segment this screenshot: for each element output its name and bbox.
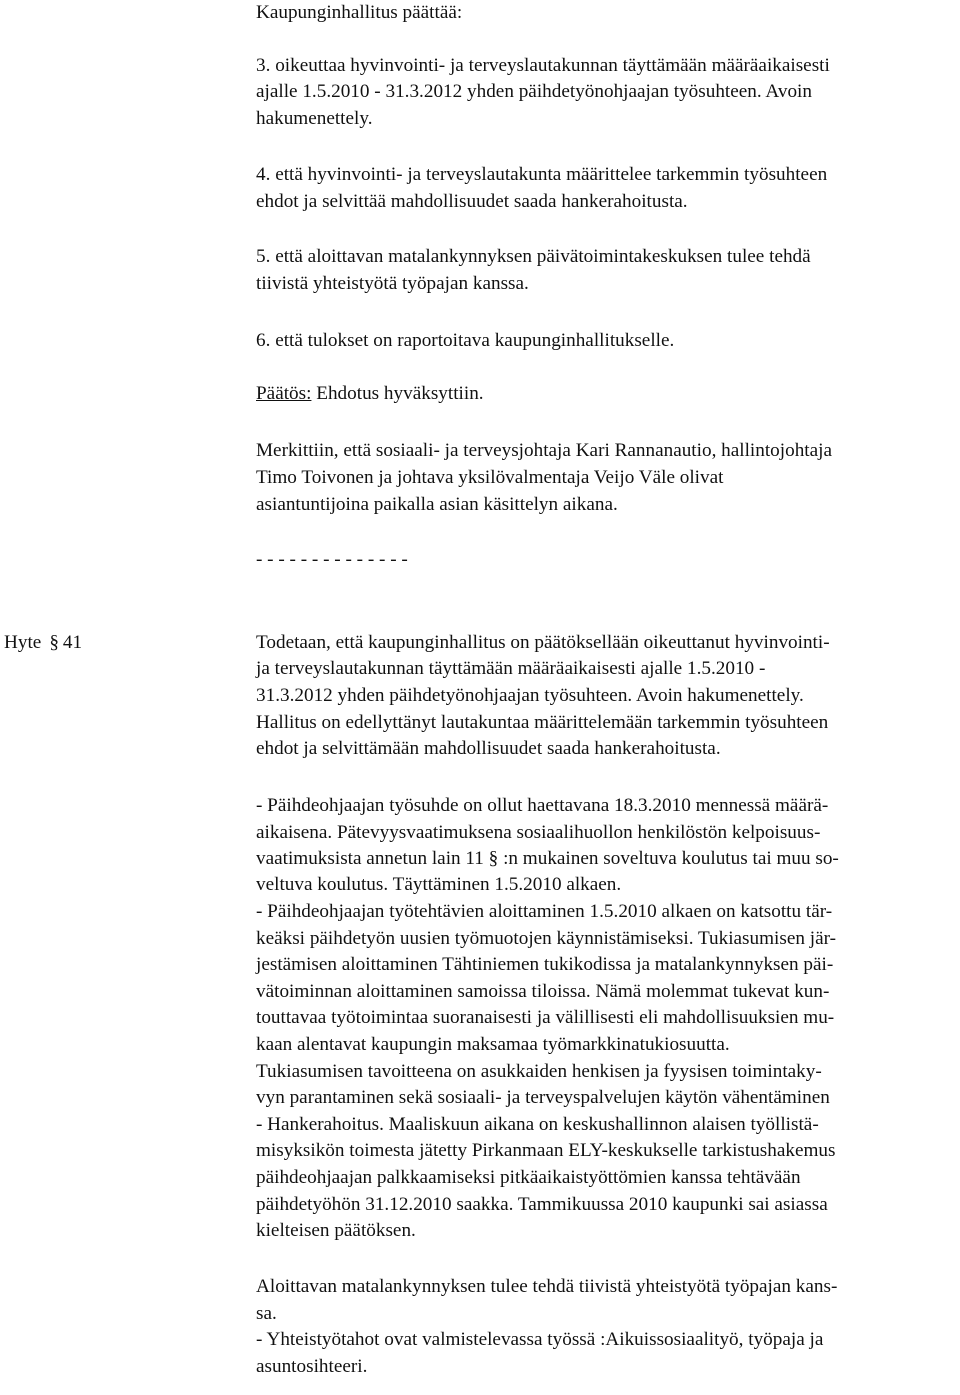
- body-line: - Hankerahoitus. Maaliskuun aikana on keskushallinnon alaisen työllistä-: [256, 1114, 819, 1135]
- heading: Kaupunginhallitus päättää:: [256, 2, 463, 23]
- body-line: ja terveyslautakunnan täyttämään määräaikaisesti ajalle 1.5.2010 -: [256, 658, 766, 679]
- body-line: aikaisena. Pätevyysvaatimuksena sosiaalihuollon henkilöstön kelpoisuus-: [256, 822, 821, 843]
- body-line: veltuva koulutus. Täyttäminen 1.5.2010 alkaen.: [256, 874, 622, 895]
- body-line: ehdot ja selvittämään mahdollisuudet saada hankerahoitusta.: [256, 738, 721, 759]
- body-line: päihdeohjaajan palkkaamiseksi pitkäaikaistyöttömien kanssa tehtävään: [256, 1167, 801, 1188]
- note-line: Timo Toivonen ja johtava yksilövalmentaja Veijo Väle olivat: [256, 467, 724, 488]
- body-line: 31.3.2012 yhden päihdetyönohjaajan työsuhteen. Avoin hakumenettely.: [256, 685, 804, 706]
- body-line: kielteisen päätöksen.: [256, 1220, 416, 1241]
- decision-item-3-line-3: hakumenettely.: [256, 108, 373, 129]
- body-line: vyn parantaminen sekä sosiaali- ja terveyspalvelujen käytön vähentäminen: [256, 1087, 830, 1108]
- section-number: 41: [62, 632, 83, 653]
- section-org: Hyte: [4, 632, 42, 653]
- note-line: Merkittiin, että sosiaali- ja terveysjohtaja Kari Rannanautio, hallintojohtaja: [256, 440, 832, 461]
- body-line: - Päihdeohjaajan työtehtävien aloittaminen 1.5.2010 alkaen on katsottu tär-: [256, 901, 833, 922]
- body-line: sa.: [256, 1303, 277, 1324]
- body-line: kaan alentavat kaupungin maksamaa työmarkkinatukiosuutta.: [256, 1034, 730, 1055]
- body-line: asuntosihteeri.: [256, 1356, 368, 1377]
- section-symbol: §: [49, 632, 59, 653]
- body-line: päihdetyöhön 31.12.2010 saakka. Tammikuussa 2010 kaupunki sai asiassa: [256, 1194, 828, 1215]
- body-line: Aloittavan matalankynnyksen tulee tehdä tiivistä yhteistyötä työpajan kans-: [256, 1276, 838, 1297]
- separator: - - - - - - - - - - - - - -: [256, 549, 408, 570]
- body-line: touttavaa työtoimintaa suoranaisesti ja välillisesti eli mahdollisuuksien mu-: [256, 1007, 835, 1028]
- body-line: misyksikön toimesta jätetty Pirkanmaan ELY-keskukselle tarkistushakemus: [256, 1140, 836, 1161]
- body-line: - Päihdeohjaajan työsuhde on ollut haettavana 18.3.2010 mennessä määrä-: [256, 795, 829, 816]
- decision-result: [256, 383, 484, 405]
- body-line: - Yhteistyötahot ovat valmistelevassa työssä :Aikuissosiaalityö, työpaja ja: [256, 1329, 824, 1350]
- decision-item-6-line-1: 6. että tulokset on raportoitava kaupunginhallitukselle.: [256, 330, 675, 351]
- decision-item-4-line-2: ehdot ja selvittää mahdollisuudet saada hankerahoitusta.: [256, 191, 688, 212]
- body-line: keäksi päihdetyön uusien työmuotojen käynnistämiseksi. Tukiasumisen jär-: [256, 928, 836, 949]
- note-line: asiantuntijoina paikalla asian käsittelyn aikana.: [256, 494, 618, 515]
- body-line: vätoiminnan aloittaminen samoissa tiloissa. Nämä molemmat tukevat kun-: [256, 981, 830, 1002]
- body-line: vaatimuksista annetun lain 11 § :n mukainen soveltuva koulutus tai muu so-: [256, 848, 839, 869]
- section-reference: [4, 632, 82, 654]
- decision-item-3-line-1: 3. oikeuttaa hyvinvointi- ja terveyslautakunnan täyttämään määräaikaisesti: [256, 55, 830, 76]
- decision-label: Päätös:: [256, 383, 312, 404]
- body-line: jestämisen aloittaminen Tähtiniemen tukikodissa ja matalankynnyksen päi-: [256, 954, 834, 975]
- body-line: Todetaan, että kaupunginhallitus on päätöksellään oikeuttanut hyvinvointi-: [256, 632, 830, 653]
- decision-item-4-line-1: 4. että hyvinvointi- ja terveyslautakunta määrittelee tarkemmin työsuhteen: [256, 164, 828, 185]
- body-line: Hallitus on edellyttänyt lautakuntaa määrittelemään tarkemmin työsuhteen: [256, 712, 829, 733]
- decision-item-5-line-1: 5. että aloittavan matalankynnyksen päivätoimintakeskuksen tulee tehdä: [256, 246, 811, 267]
- decision-item-5-line-2: tiivistä yhteistyötä työpajan kanssa.: [256, 273, 529, 294]
- body-line: Tukiasumisen tavoitteena on asukkaiden henkisen ja fyysisen toimintaky-: [256, 1061, 822, 1082]
- decision-text: Ehdotus hyväksyttiin.: [316, 383, 484, 404]
- decision-item-3-line-2: ajalle 1.5.2010 - 31.3.2012 yhden päihdetyönohjaajan työsuhteen. Avoin: [256, 81, 812, 102]
